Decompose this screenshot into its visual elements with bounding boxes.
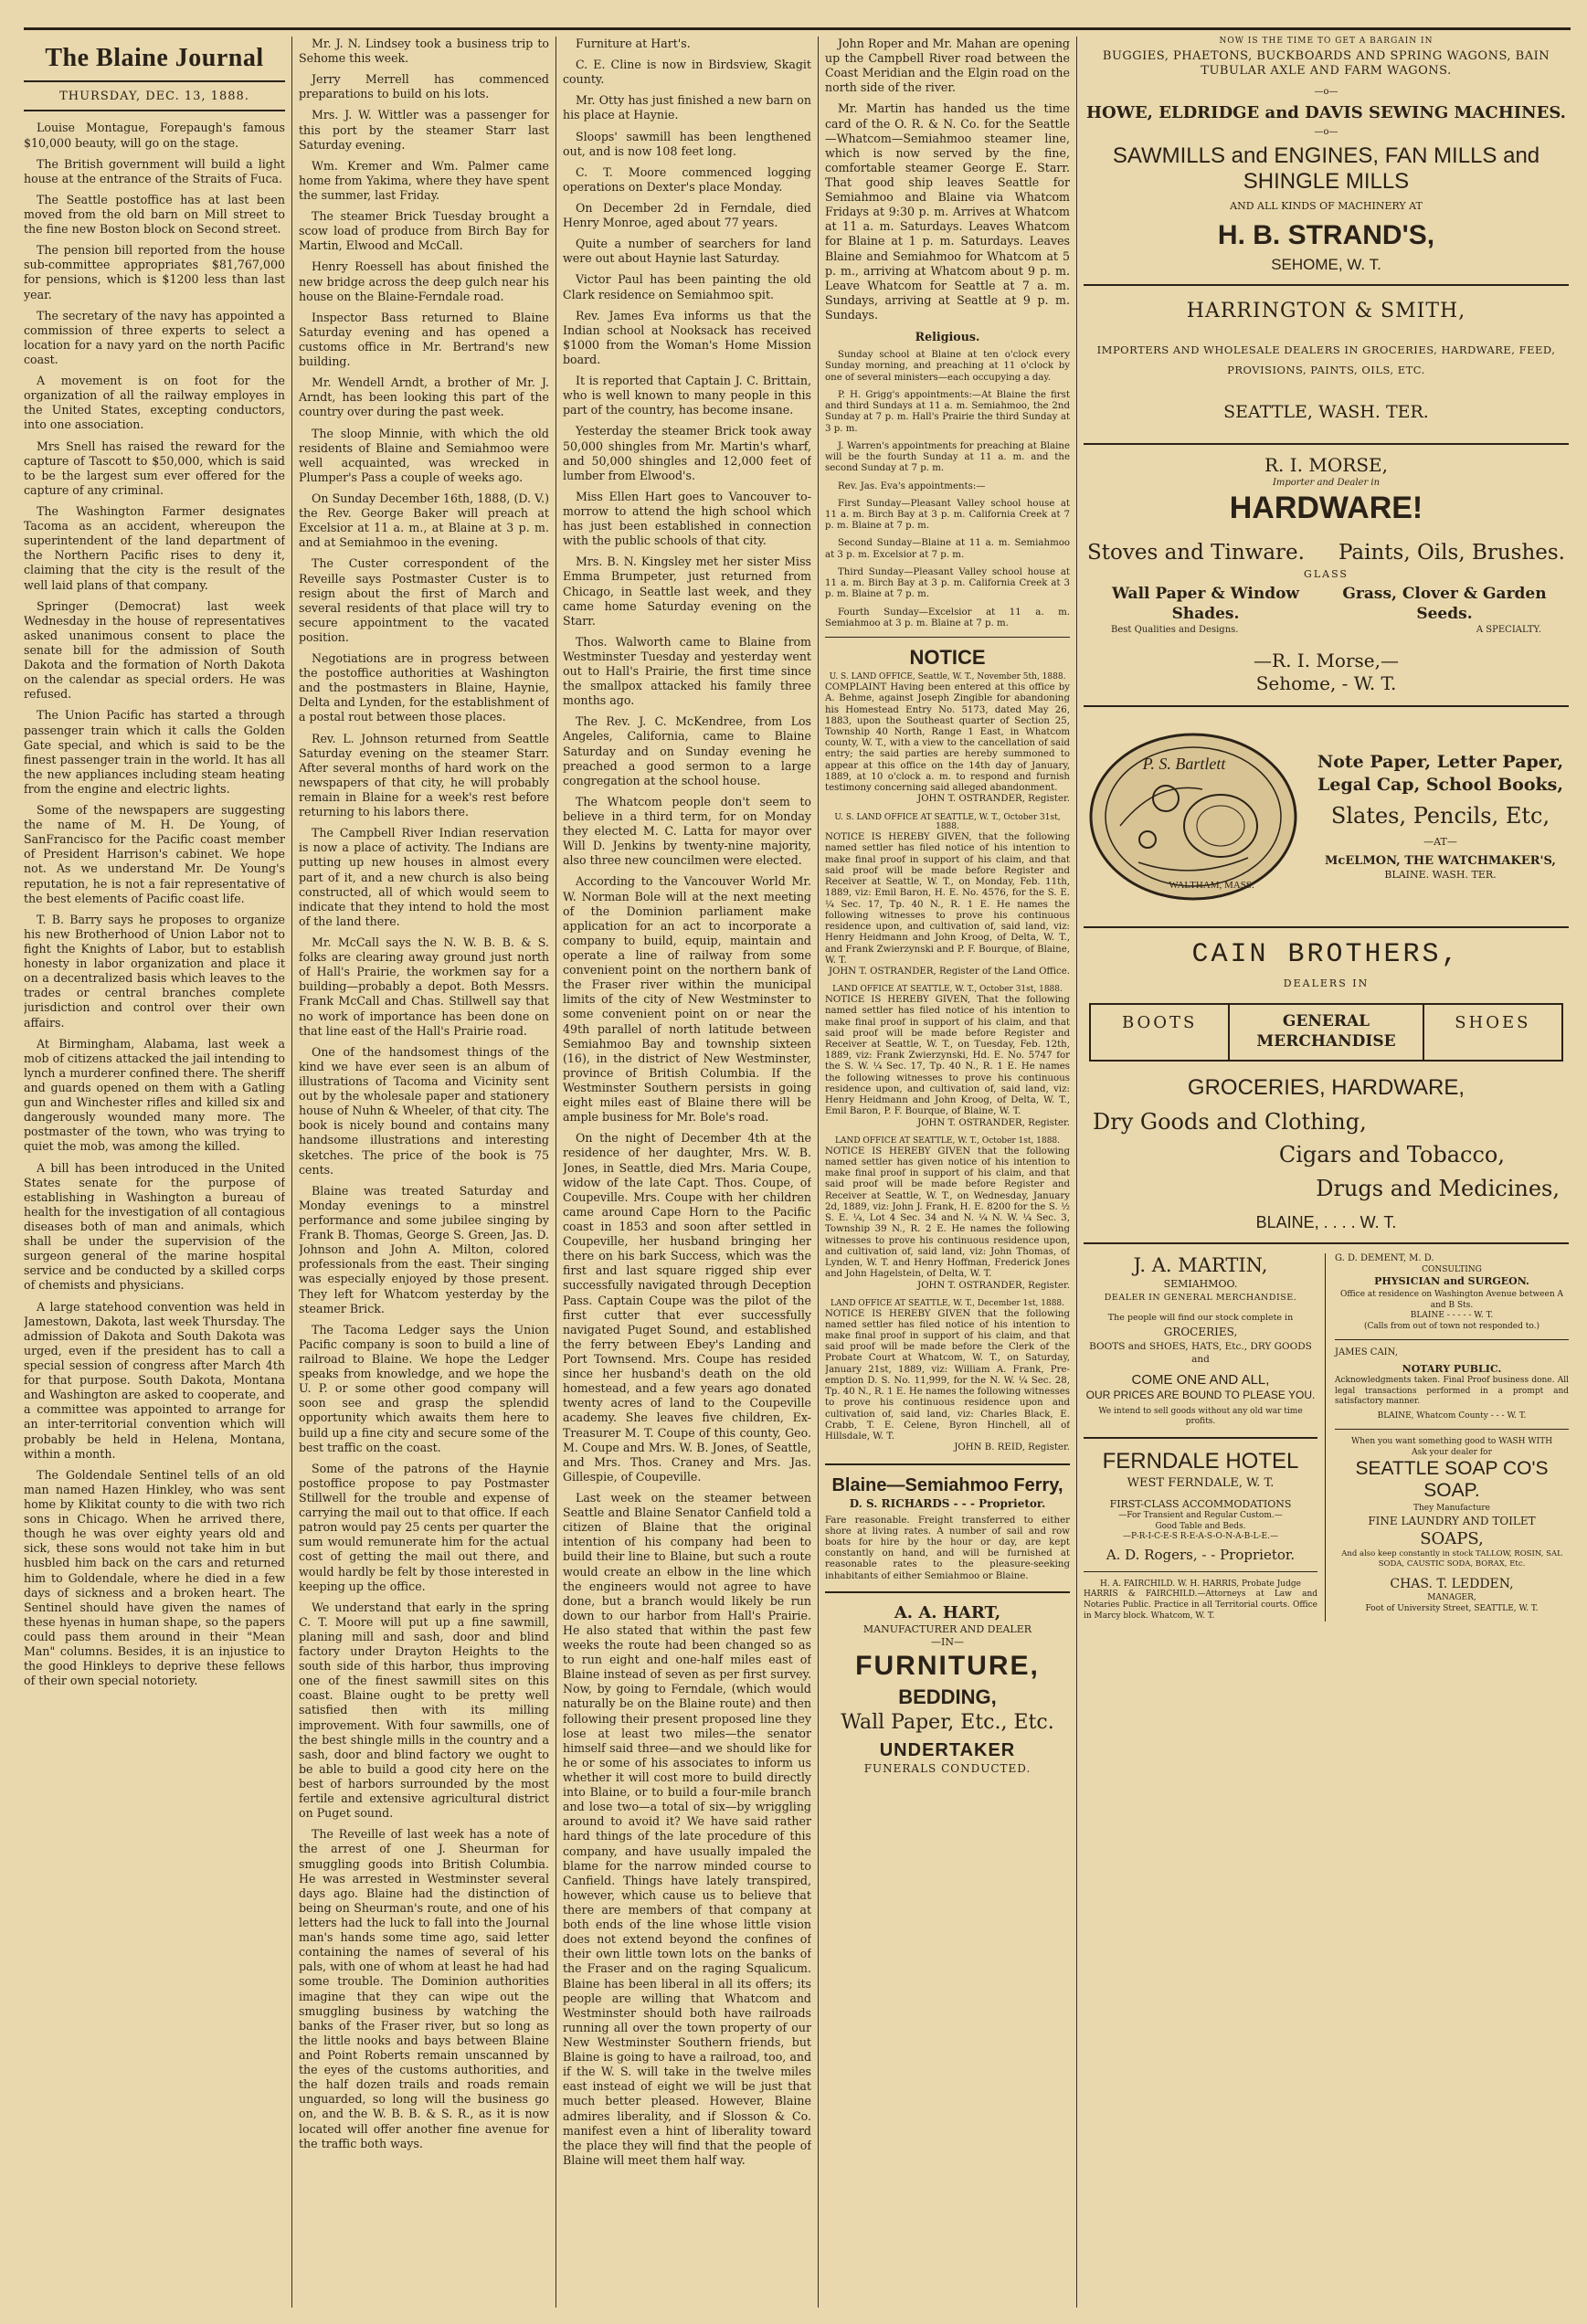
news-item: The secretary of the navy has appointed a commission of three experts to select a location for a navy yard on the north Pacific coast.: [24, 308, 285, 366]
separator: —o—: [1314, 86, 1338, 97]
news-item: Jerry Merrell has commenced preparations to build on his lots.: [299, 72, 549, 101]
dateline: THURSDAY, DEC. 13, 1888.: [24, 88, 285, 112]
notepaper-text: Note Paper, Letter Paper, Legal Cap, School Books,: [1317, 752, 1564, 796]
soap-when: When you want something good to WASH WITH: [1350, 1437, 1553, 1447]
morse-row3: [1111, 625, 1541, 637]
news-item: On Sunday December 16th, 1888, (D. V.) the Rev. George Baker will preach at Excelsior at 11 a. m., at Blaine at 3 p. m. and at Semiahmoo in the evening.: [299, 491, 549, 550]
stoves-text: Stoves and Tinware.: [1087, 540, 1305, 565]
drugs-text: Drugs and Medicines,: [1316, 1175, 1560, 1201]
ferndale-prices: —P-R-I-C-E-S R-E-A-S-O-N-A-B-L-E.—: [1123, 1532, 1278, 1542]
land-notices: [825, 672, 1070, 1453]
news-item: Thos. Walworth came to Blaine from Westminster Tuesday and yesterday went out to Hall's Prairie, the first time since the smallpox attacked his family three months ago.: [563, 634, 811, 708]
strand-location: SEHOME, W. T.: [1271, 256, 1381, 274]
news-item: Some of the newspapers are suggesting the name of M. H. De Young, of SanFrancisco for the Pacific coast member of President Harrison's cabinet. We hope not. As we understand Mr. De Young's reputation, he is not a fair representative of the best elements of Pacific coast life.: [24, 803, 285, 905]
notice-signature: JOHN T. OSTRANDER, Register of the Land Office.: [828, 967, 1070, 977]
mcelmon-location: BLAINE. WASH. TER.: [1384, 869, 1497, 882]
bargain-line: NOW IS THE TIME TO GET A BARGAIN IN: [1219, 37, 1434, 46]
divider: [1084, 926, 1569, 928]
notice-signature: JOHN T. OSTRANDER, Register.: [917, 1117, 1070, 1128]
news-item: The Seattle postoffice has at last been moved from the old barn on Mill street to the fine new Boston block on Second street.: [24, 192, 285, 237]
news-item: The British government will build a light house at the entrance of the Straits of Fuca.: [24, 156, 285, 185]
divider: [825, 1463, 1070, 1465]
hart-furniture: FURNITURE,: [855, 1651, 1040, 1682]
news-item: According to the Vancouver World Mr. W. Norman Bole will at the next meeting of the Dominion parliament make application for an act to incorporate a company to build, equip, maintain and operate a line of railway from some convenient point on the northern bank of the Fraser river within the municipal limits of the city of New Westminster to some convenient point on or near the 49th parallel of north latitude between Semiahmoo Bay and township sixteen (16), in the district of New Westminster, province of British Columbia. If the Westminster Southern persists in going eight miles east of Blaine there will be ample business for Mr. Bole's road.: [563, 874, 811, 1125]
cain-banner: [1089, 1003, 1563, 1062]
religious-item: Sunday school at Blaine at ten o'clock every Sunday morning, and preaching at 11 o'clock by one of several ministers—each occupying a day.: [825, 350, 1070, 383]
morse-location: Sehome, - W. T.: [1255, 672, 1397, 695]
cigars-text: Cigars and Tobacco,: [1278, 1142, 1505, 1168]
divider: [825, 1591, 1070, 1593]
land-notice: [825, 672, 1070, 805]
general-label: GENERAL MERCHANDISE: [1230, 1005, 1423, 1060]
news-item: The Campbell River Indian reservation is now a place of activity. The Indians are putting up new houses in almost every part of it, and a new church is also being constructed, all of which would seem to indicate that they intend to hold the most of the land there.: [299, 826, 549, 928]
soap-fine: FINE LAUNDRY AND TOILET: [1368, 1514, 1536, 1527]
news-item: Wm. Kremer and Wm. Palmer came home from Yakima, where they have spent the summer, last Friday.: [299, 158, 549, 202]
news-item: On December 2d in Ferndale, died Henry Monroe, aged about 77 years.: [563, 200, 811, 230]
ferry-proprietor: D. S. RICHARDS - - - Proprietor.: [849, 1497, 1046, 1511]
fairchild-names: H. A. FAIRCHILD. W. H. HARRIS, Probate Judge: [1100, 1579, 1301, 1589]
column-rule: [818, 37, 819, 2308]
dement-office: Office at residence on Washington Avenue between A and B Sts.: [1340, 1290, 1563, 1310]
bottom-ads: [1084, 1253, 1569, 1622]
ferndale-acc: FIRST-CLASS ACCOMMODATIONS: [1109, 1498, 1292, 1511]
news-item: The Rev. J. C. McKendree, from Los Angeles, California, came to Blaine Saturday and on Sunday evening he preached a good sermon to a large congregation at the school house.: [563, 714, 811, 787]
column-2: [299, 37, 549, 2308]
notice-body: NOTICE IS HEREBY GIVEN, that the following named settler has filed notice of his intention to make final proof in support of his claim, and that said proof will be made before Register and Receiver at Seattle, W. T., on Monday, Feb. 11th, 1889, viz: Emil Baron, H. E. No. 4576, for the S. E. ¼ Sec. 17, Tp. 40 N., R. 1 E. He names the following witnesses to prove his continuous residence upon, and cultivation of, said land, viz: Henry Heidmann and John Kroog, of Delta, W. T., and Frank Zwierzynski and P. F. Bourque, of Blaine, W. T.: [825, 832, 1070, 966]
mcelmon-text: [1312, 751, 1569, 882]
news-item: The Whatcom people don't seem to believe in a third term, for on Monday they elected M. C. Latta for mayor over Will D. Jenkins by twenty-nine majority, also three new councilmen were elected.: [563, 794, 811, 868]
column-4: [825, 37, 1070, 2308]
column-4-articles: [825, 37, 1070, 322]
notice-head: LAND OFFICE AT SEATTLE, W. T., December 1st, 1888.: [830, 1298, 1065, 1308]
top-rule: [24, 27, 1571, 30]
hart-ad: [825, 1602, 1070, 1777]
news-item: On the night of December 4th at the residence of her daughter, Mrs. W. B. Jones, in Seattle, died Mrs. Maria Coupe, widow of the late Capt. Thos. Coupe, of Coupeville. Mrs. Coupe with her children came around Cape Horn to the Pacific coast in 1853 and soon after settled in Coupeville, her husband bringing her there on his bark Success, which was the first and last square rigged ship ever successfully navigated through Deception Pass. Captain Coupe was the pilot of the first cutter that ever successfully navigated Puget Sound, and established the ferry between Ebey's Landing and Port Townsend. Mrs. Coupe has resided since her husband's death on the old homestead, and a few years ago donated twenty acres of land to the Coupeville academy. She leaves five children, Ex-Treasurer M. T. Coupe of this county, Geo. M. Coupe and Mrs. W. B. Jones, of Seattle, and Mrs. Thos. Craney and Mrs. Jas. Gillespie, of Coupeville.: [563, 1131, 811, 1484]
grass-text: Grass, Clover & Garden Seeds.: [1342, 585, 1547, 624]
divider: [1084, 1571, 1317, 1572]
hart-line2: —IN—: [931, 1636, 964, 1649]
dealers-in: DEALERS IN: [1283, 977, 1370, 990]
column-rule: [1076, 37, 1077, 2308]
land-notice: [825, 1136, 1070, 1292]
boots-label: BOOTS: [1091, 1005, 1230, 1060]
bottom-left-ads: [1084, 1253, 1326, 1622]
martin-note: We intend to sell goods without any old war time profits.: [1098, 1406, 1303, 1427]
machinery-text: AND ALL KINDS OF MACHINERY AT: [1230, 199, 1423, 212]
hart-bedding: BEDDING,: [898, 1685, 997, 1708]
separator: —o—: [1314, 126, 1338, 137]
news-item: A movement is on foot for the organization of all the railway employes in the United States, excepting conductors, into one association.: [24, 374, 285, 432]
religious-item: Third Sunday—Pleasant Valley school house at 11 a. m. Birch Bay at 3 p. m. California Creek at 3 p. m. Blaine at 7 p. m.: [825, 566, 1070, 600]
news-item: The pension bill reported from the house sub-committee appropriates $81,767,000 for pensions, which is $1200 less than last year.: [24, 243, 285, 301]
sawmills-text: SAWMILLS and ENGINES, FAN MILLS and SHINGLE MILLS: [1112, 143, 1540, 194]
morse-sub: Importer and Dealer in: [1272, 477, 1381, 488]
soap-manager: MANAGER,: [1427, 1593, 1476, 1602]
hart-undertaker: UNDERTAKER: [879, 1739, 1016, 1760]
divider: [1335, 1429, 1569, 1430]
mcelmon-ad: [1084, 716, 1569, 917]
glass-text: GLASS: [1304, 568, 1349, 581]
land-notice: [825, 985, 1070, 1129]
divider: [1084, 1242, 1569, 1244]
martin-place: SEMIAHMOO.: [1163, 1277, 1238, 1290]
divider: [1335, 1339, 1569, 1340]
news-item: Last week on the steamer between Seattle and Blaine Senator Canfield told a citizen of Blaine that the original intention of his company had been to build their line to Blaine, but such a route would create an elbow in the line which the engineers would not agree to have done, but a branch would likely be run down to our harbor from Hall's Prairie. He also stated that within the past few weeks the route had been changed so as to run eight and one-half miles east of Blaine instead of seven as per first survey. Now, by going to Ferndale, (which would naturally be on the Blaine route) and then following their present proposed line they lose at least two miles—the senator himself said three—and we should like for he or some of his associates to inform us whether it will cost more to build directly into Blaine, or to build a four-mile branch and lose two—a total of six—by wriggling around to avoid it? We have said rather hard things of the late procedure of this company, and have usually impaled the blame for the narrow minded course to Canfield. Things have lately transpired, however, which cause us to believe that there are members of that company at both ends of the line whose little vision does not extend beyond the confines of their own little town lots on the banks of the Fraser and on the raging Squalicum. Blaine has been liberal in all its offers; its people are willing that Whatcom and Westminster should both have railroads running all over the town property of our New Westminster Southern friends, but Blaine is going to have a railroad, too, and if the W. S. will take in the twelve miles east instead of eight we will be just that much better pleased. However, Blaine admires liberality, and if Slosson & Co. manifest even a hint of liberality toward the place they will find that the people of Blaine will meet them half way.: [563, 1490, 811, 2167]
notice-body: NOTICE IS HEREBY GIVEN that the following named settler has filed notice of his intention to make final proof in support of his claim, and that said proof will be made before the Clerk of the Probate Court at Whatcom, W. T., on Saturday, January 21st, 1889, viz: William A. Frank, Pre-emption D. S. No. 11,999, for the N. W. ¼ Sec. 28, Tp. 40 N., R. 1 E. He names the following witnesses to prove his continuous residence upon and cultivation of, said land, viz: Charles Black, E. Crabb, T. E. Celene, Byron Hinchell, all of Hillsdale, W. T.: [825, 1308, 1070, 1442]
news-item: Yesterday the steamer Brick took away 50,000 shingles from Mr. Martin's wharf, and 50,000 shingles and 12,000 feet of lumber from Elwood's.: [563, 424, 811, 482]
column-1: [24, 37, 285, 2308]
watch-movement-illustration: [1084, 725, 1303, 908]
news-item: Mr. Wendell Arndt, a brother of Mr. J. Arndt, has been looking this part of the country over during the past week.: [299, 375, 549, 419]
column-rule: [291, 37, 292, 2308]
religious-item: First Sunday—Pleasant Valley school house at 11 a. m. Birch Bay at 3 p. m. California Creek at 7 p. m. Blaine at 7 p. m.: [825, 498, 1070, 532]
ferry-body: Fare reasonable. Freight transferred to either shore at living rates. A number of sail and row boats for hire by the hour or day, are kept constantly on hand, and will be furnished at reasonable rates to the pleasure-seeking inhabitants of either Semiahmoo or Blaine.: [825, 1515, 1070, 1581]
morse-hardware: HARDWARE!: [1229, 491, 1423, 526]
hart-wallpaper: Wall Paper, Etc., Etc.: [841, 1710, 1054, 1734]
hart-name: A. A. HART,: [894, 1602, 1001, 1622]
dement-blaine: BLAINE - - - - - W. T.: [1410, 1311, 1494, 1321]
ferndale-transient: —For Transient and Regular Custom.—: [1118, 1511, 1283, 1521]
news-item: C. E. Cline is now in Birdsview, Skagit county.: [563, 58, 811, 87]
martin-come: COME ONE AND ALL,: [1131, 1372, 1270, 1389]
wallpaper-text: Wall Paper & Window Shades.: [1111, 585, 1300, 624]
ferry-title: Blaine—Semiahmoo Ferry,: [831, 1474, 1063, 1495]
morse-row2: [1087, 585, 1565, 625]
news-item: Some of the patrons of the Haynie postoffice propose to pay Postmaster Stillwell for the trouble and expense of carrying the mail out to that office. If each patron would pay 25 cents per quarter the sum would remunerate him for the actual cost of getting the mail out there, and would hardly be felt by those interested in keeping up the office.: [299, 1461, 549, 1593]
sewing-machines: HOWE, ELDRIDGE and DAVIS SEWING MACHINES.: [1086, 102, 1566, 122]
news-item: Mr. McCall says the N. W. B. B. & S. folks are clearing away ground just north of Hall's Prairie, the workmen say for a building—probably a depot. Both Messrs. Frank McCall and Chas. Stillwell say that no work of importance has been done on that line east of the Hall's Prairie road.: [299, 935, 549, 1038]
cain-brothers: CAIN BROTHERS,: [1191, 938, 1461, 970]
notary-text: Acknowledgments taken. Final Proof business done. All legal transactions performed in a prompt and satisfactory manner.: [1335, 1376, 1569, 1407]
paints-text: Paints, Oils, Brushes.: [1338, 540, 1565, 565]
news-item: Rev. L. Johnson returned from Seattle Saturday evening on the steamer Starr. After several months of hard work on the newspapers of that city, he will probably remain in Blaine for a week's rest before returning to his labors there.: [299, 731, 549, 819]
column-5-ads: [1084, 37, 1569, 2308]
dement-calls: (Calls from out of town not responded to.): [1363, 1321, 1540, 1331]
news-item: A large statehood convention was held in Jamestown, Dakota, last week Thursday. The admission of Dakota and South Dakota was urged, even if the president has to call a special session of congress after March 4th for that purpose. South Dakota, Montana and Washington are asked to cooperate, and a committee was appointed to arrange for an inter-territorial convention which will probably be held in Helena, Montana, within a month.: [24, 1299, 285, 1461]
notice-body: COMPLAINT Having been entered at this office by A. Behme, against Joseph Zingible for abandoning his Homestead Entry No. 5173, dated May 26, 1883, upon the Southeast quarter of Section 25, Township 40 North, Range 1 East, in Whatcom county, W. T., with a view to the cancellation of said entry; the said parties are hereby summoned to appear at this office on the 14th day of January, 1889, at 10 o'clock a. m. to respond and furnish testimony concerning said alleged abandonment.: [825, 682, 1070, 794]
divider: [1084, 705, 1569, 707]
news-item: Blaine was treated Saturday and Monday evenings to a minstrel performance and some jubilee singing by Frank B. Thomas, George S. Green, Jas. D. Johnson and John A. Milton, colored professionals from the east. Their singing was especially enjoyed by those present. They left for Whatcom yesterday by the steamer Brick.: [299, 1183, 549, 1315]
news-item: The sloop Minnie, with which the old residents of Blaine and Semiahmoo were well acquainted, was wrecked in Plumper's Pass a couple of weeks ago.: [299, 426, 549, 484]
divider: [1084, 284, 1569, 286]
column-3-articles: [563, 37, 811, 2168]
news-item: It is reported that Captain J. C. Brittain, who is well known to many people in this part of the country, has become insane.: [563, 374, 811, 417]
morse-name: R. I. MORSE,: [1264, 453, 1388, 476]
news-item: Rev. James Eva informs us that the Indian school at Nooksack has received $1000 from the Woman's Home Mission board.: [563, 308, 811, 366]
news-item: Victor Paul has been painting the old Clark residence on Semiahmoo spit.: [563, 272, 811, 301]
news-item: The Goldendale Sentinel tells of an old man named Hazen Hinkley, who was sent home by Klikitat county to die with two rich sons in Chicago. When he arrived there, though he was over eighty years old and sick, these sons would not take him in but husbled him back on the cars and returned him to Goldendale, where he died in a few days of sickness and a broken heart. The Sentinel should have given the names of these hyenas in human shape, so the papers could pass them around in their "Mean Man" columns. Besides, it is an injustice to the good Hinkleys to deprive these fellows of their own special notoriety.: [24, 1467, 285, 1688]
news-item: Mrs Snell has raised the reward for the capture of Tascott to $50,000, which is said to be the largest sum ever offered for the capture of any criminal.: [24, 438, 285, 497]
notice-body: NOTICE IS HEREBY GIVEN, That the following named settler has filed notice of his intention to make final proof in support of his claim, and that said proof will be made before Register and Receiver at Seattle, W. T., on Tuesday, Feb. 12th, 1889, viz: Frank Zwierzynski, Hd. E. No. 5747 for the S. W. ¼ Sec. 17, Tp. 40 N., R. 1 E. He names the following witnesses to prove his continuous residence upon, and cultivation of, said land, viz: Henry Heidmann and John Kroog, of Delta, W. T., Emil Baron, P. F. Bourque, of Blaine, W. T.: [825, 995, 1070, 1117]
martin-boots: BOOTS and SHOES, HATS, Etc., DRY GOODS and: [1089, 1341, 1312, 1365]
column-1-articles: [24, 121, 285, 1688]
news-item: At Birmingham, Alabama, last week a mob of citizens attacked the jail intending to lynch a murderer confined there. The sheriff and guards opened on them with a Gatling gun and Winchester rifles and killed six and dangerously wounded many more. The postmaster of the town, who was trying to quiet the mob, was among the killed.: [24, 1036, 285, 1154]
harrington-city: SEATTLE, WASH. TER.: [1223, 401, 1429, 422]
martin-name: J. A. MARTIN,: [1133, 1253, 1268, 1276]
news-item: John Roper and Mr. Mahan are opening up the Campbell River road between the Coast Meridian and the Elgin road on the north side of the river.: [825, 37, 1070, 95]
column-3: [563, 37, 811, 2308]
news-item: The Tacoma Ledger says the Union Pacific company is soon to build a line of railroad to Blaine. We hope the Ledger speaks from knowledge, and we hope the U. P. or some other good company will soon see and grasp the splendid opportunity which awaits them here to build up a fine city and secure some of the best traffic on the coast.: [299, 1322, 549, 1454]
news-item: Mrs. J. W. Wittler was a passenger for this port by the steamer Starr last Saturday evening.: [299, 108, 549, 152]
notice-signature: JOHN B. REID, Register.: [954, 1442, 1070, 1453]
religious-item: Rev. Jas. Eva's appointments:—: [838, 481, 986, 491]
religious-item: J. Warren's appointments for preaching at Blaine will be the fourth Sunday at 11 a. m. and the second Sunday at 7 p. m.: [825, 440, 1070, 474]
divider: [825, 637, 1070, 638]
notice-head: LAND OFFICE AT SEATTLE, W. T., October 1st, 1888.: [834, 1136, 1061, 1146]
bottom-right-ads: [1335, 1253, 1569, 1622]
religious-item: Second Sunday—Blaine at 11 a. m. Semiahmoo at 3 p. m. Excelsior at 7 p. m.: [825, 538, 1070, 560]
cain-location: BLAINE, . . . . W. T.: [1255, 1212, 1397, 1231]
mcelmon-name: McELMON, THE WATCHMAKER'S,: [1325, 853, 1556, 868]
strand-name: H. B. STRAND'S,: [1217, 219, 1435, 250]
religious-heading: Religious.: [915, 330, 980, 344]
notice-body: NOTICE IS HEREBY GIVEN that the following named settler has given notice of his intention to make final proof in support of his claim, and that said proof will be made before Register and Receiver at Seattle, W. T., on Wednesday, January 2d, 1889, viz: John J. Frank, H. E. 8200 for the S. ½ S. E. ¼, Lot 4 Sec. 34 and N. ¼ N. W. ¼ Sec. 3, Township 39 N., R. 2 E. He names the following witnesses to prove his continuous residence upon, and cultivation of, said land, viz: John Thomas, of Lynden, W. T. and Henry Hoffman, Frederick Jones and John Hagelstein, of Delta, W. T.: [825, 1146, 1070, 1280]
groceries-text: GROCERIES, HARDWARE,: [1187, 1074, 1465, 1100]
shoes-label: SHOES: [1455, 1013, 1531, 1033]
drygoods-text: Dry Goods and Clothing,: [1093, 1108, 1367, 1135]
divider: [1084, 443, 1569, 445]
ferndale-good: Good Table and Beds.: [1155, 1521, 1246, 1531]
notice-signature: JOHN T. OSTRANDER, Register.: [917, 1280, 1070, 1291]
watch-signature: P. S. Bartlett: [1142, 754, 1226, 773]
martin-desc: DEALER IN GENERAL MERCHANDISE.: [1104, 1292, 1297, 1303]
soap-they: They Manufacture: [1412, 1504, 1491, 1514]
masthead: [24, 37, 285, 82]
specialty-text: A SPECIALTY.: [1476, 624, 1541, 635]
martin-prices: OUR PRICES ARE BOUND TO PLEASE YOU.: [1085, 1389, 1316, 1402]
news-item: We understand that early in the spring C. T. Moore will put up a fine sawmill, planing mill and sash, door and blind factory under Drayton Heights to the south side of this harbor, thus improving one of the finest sawmill sites on this coast. Blaine ought to be pretty well satisfied then with its milling improvement. With four sawmills, one of the best shingle mills in the country and a sash, door and blind factory we ought to be able to build a good city here on the best of harbors surrounded by the most fertile and extensive agricultural district on Puget sound.: [299, 1600, 549, 1821]
soap-title: SEATTLE SOAP CO'S SOAP.: [1355, 1458, 1549, 1502]
news-item: Miss Ellen Hart goes to Vancouver to-morrow to attend the high school which has just been established in connection with the public schools of that city.: [563, 489, 811, 548]
dement-title2: PHYSICIAN and SURGEON.: [1374, 1275, 1529, 1288]
soap-soaps: SOAPS,: [1420, 1529, 1484, 1549]
news-item: The Custer correspondent of the Reveille says Postmaster Custer is to resign about the first of March and several residents of that place will try to secure appointment to the vacated position.: [299, 556, 549, 644]
news-item: Mr. J. N. Lindsey took a business trip to Sehome this week.: [299, 37, 549, 66]
notice-title: NOTICE: [909, 646, 986, 670]
morse-name-2: —R. I. Morse,—: [1254, 649, 1399, 671]
soap-ask: Ask your dealer for: [1412, 1447, 1492, 1457]
column-rule: [555, 37, 556, 2308]
notary-place: BLAINE, Whatcom County - - - W. T.: [1377, 1410, 1527, 1421]
column-2-articles: [299, 37, 549, 2151]
soap-foot: Foot of University Street, SEATTLE, W. T.: [1365, 1603, 1539, 1613]
divider: [1084, 1437, 1317, 1439]
soap-ledden: CHAS. T. LEDDEN,: [1390, 1577, 1514, 1592]
news-item: Mrs. B. N. Kingsley met her sister Miss Emma Brumpeter, just returned from Chicago, in Seattle last week, and they came home Saturday evening on the Starr.: [563, 555, 811, 628]
news-item: Sloops' sawmill has been lengthened out, and is now 108 feet long.: [563, 129, 811, 158]
news-item: Quite a number of searchers for land were out about Haynie last Saturday.: [563, 237, 811, 266]
slates-text: Slates, Pencils, Etc,: [1330, 802, 1550, 829]
news-item: Louise Montague, Forepaugh's famous $10,000 beauty, will go on the stage.: [24, 121, 285, 150]
news-item: Henry Roessell has about finished the new bridge across the deep gulch near his house on the Blaine-Ferndale road.: [299, 259, 549, 303]
news-item: Springer (Democrat) last week Wednesday in the house of representatives asked unanimous consent to place the senate bill for the admission of South Dakota and the formation of North Dakota on the calendar as special orders. He was refused.: [24, 598, 285, 702]
notary-title: NOTARY PUBLIC.: [1402, 1362, 1502, 1375]
news-item: The Reveille of last week has a note of the arrest of one J. Sheurman for smuggling goods into British Columbia. He was arrested in Westminster several days ago. Blaine had the distinction of being on Sheurman's route, and one of his letters had the luck to fall into the Journal man's hands some time ago, said letter containing the names of several of his pals, with one of whom at least he had had some trouble. The Dominion authorities imagine that they can wipe out the smuggling business by watching the banks of the Fraser river, but so long as the little nooks and bays between Blaine and Point Roberts remain unscanned by the eyes of the customs authorities, and the half dozen trails and roads remain unguarded, so long will the business go on, and the W. B. B. & S. R., as it is now located will offer another fine avenue for the traffic both ways.: [299, 1827, 549, 2150]
notice-signature: JOHN T. OSTRANDER, Register.: [917, 794, 1070, 805]
ferndale-sub: WEST FERNDALE, W. T.: [1127, 1475, 1275, 1490]
best-text: Best Qualities and Designs.: [1111, 624, 1239, 635]
news-item: Mr. Otty has just finished a new barn on his place at Haynie.: [563, 93, 811, 122]
ferndale-proprietor: A. D. Rogers, - - Proprietor.: [1106, 1546, 1296, 1563]
dement-name: G. D. DEMENT, M. D.: [1335, 1252, 1434, 1263]
harrington-name: HARRINGTON & SMITH,: [1186, 299, 1466, 322]
martin-groceries: GROCERIES,: [1163, 1326, 1238, 1338]
news-item: T. B. Barry says he proposes to organize his new Brotherhood of Union Labor not to fight the Knights of Labor, but to establish honesty in labor organization and place it on a decentralized basis which leaves to the trades or central branches complete jurisdiction and control over their own affairs.: [24, 912, 285, 1030]
news-item: The steamer Brick Tuesday brought a scow load of produce from Birch Bay for Martin, Elwood and McCall.: [299, 209, 549, 253]
hart-funerals: FUNERALS CONDUCTED.: [863, 1762, 1032, 1776]
notice-head: U. S. LAND OFFICE AT SEATTLE, W. T., October 31st, 1888.: [834, 812, 1061, 832]
watch-maker-mark: WALTHAM, MASS.: [1169, 879, 1254, 891]
news-item: The Washington Farmer designates Tacoma as an accident, whereupon the superintendent of the land department of the Northern Pacific rises to deny it, claiming that the city is the result of the well laid plans of that company.: [24, 503, 285, 592]
harrington-desc: IMPORTERS AND WHOLESALE DEALERS IN GROCERIES, HARDWARE, FEED, PROVISIONS, PAINTS, OILS, ETC.: [1096, 343, 1556, 376]
news-item: Furniture at Hart's.: [576, 37, 691, 50]
dement-title1: CONSULTING: [1422, 1264, 1482, 1274]
hart-line1: MANUFACTURER AND DEALER: [862, 1622, 1032, 1635]
notary-name: JAMES CAIN,: [1335, 1347, 1398, 1358]
land-notice: [825, 1299, 1070, 1454]
religious-item: Fourth Sunday—Excelsior at 11 a. m. Semiahmoo at 3 p. m. Blaine at 7 p. m.: [825, 607, 1070, 629]
paper-name: The Blaine Journal: [45, 44, 264, 72]
news-item: One of the handsomest things of the kind we have ever seen is an album of illustrations of Tacoma and Vicinity sent out by the wholesale paper and stationery house of Nuhn & Wheeler, of that city. The book is nicely bound and contains many handsome illustrations and interesting sketches. The price of the book is 75 cents.: [299, 1044, 549, 1177]
ferndale-title: FERNDALE HOTEL: [1102, 1448, 1299, 1474]
at-text: —AT—: [1423, 835, 1457, 848]
ferry-ad: [825, 1474, 1070, 1582]
buggies-text: BUGGIES, PHAETONS, BUCKBOARDS AND SPRING WAGONS, BAIN TUBULAR AXLE AND FARM WAGONS.: [1102, 48, 1550, 79]
notice-head: U. S. LAND OFFICE, Seattle, W. T., November 5th, 1888.: [829, 672, 1066, 682]
soap-stock: And also keep constantly in stock TALLOW, ROSIN, SAL SODA, CAUSTIC SODA, BORAX, Etc.: [1341, 1549, 1562, 1569]
news-item: Negotiations are in progress between the postoffice authorities at Washington and the postmasters in Blaine, Haynie, Delta and Lynden, for the establishment of a postal rout between those places.: [299, 651, 549, 724]
notice-head: LAND OFFICE AT SEATTLE, W. T., October 31st, 1888.: [832, 985, 1063, 995]
news-item: Inspector Bass returned to Blaine Saturday evening and has opened a customs office in Mr. Bertrand's new building.: [299, 310, 549, 369]
fairchild-text: HARRIS & FAIRCHILD.—Attorneys at Law and Notaries Public. Practice in all Territorial courts. Office in Marcy block. Whatcom, W. T.: [1084, 1590, 1317, 1621]
news-item: A bill has been introduced in the United States senate for the purpose of establishing in Washington a bureau of health for the investigation of all contagious diseases both of man and animals, which shall be under the supervision of the surgeon general of the marine hospital service and be conducted by a skilled corps of chemists and physicians.: [24, 1160, 285, 1293]
martin-intro: The people will find our stock complete in: [1107, 1312, 1294, 1323]
religious-notices: [825, 350, 1070, 629]
morse-row1: [1087, 540, 1565, 566]
land-notice: [825, 813, 1070, 978]
news-item: Mr. Martin has handed us the time card of the O. R. & N. Co. for the Seattle—Whatcom—Semiahmoo steamer line, which is now served by the fine, comfortable steamer George E. Starr. That good ship leaves Seattle for Semiahmoo and Blaine via Whatcom Fridays at 9:30 p. m. Arrives at Whatcom at 11 a. m. Saturdays. Leaves Whatcom for Blaine at 1 p. m. Saturdays. Leaves Blaine and Semiahmoo for Whatcom at 5 p. m., arriving at Whatcom about 9 p. m. Leave Whatcom for Seattle at 7 a. m. Sundays, arriving at Seattle at 9 p. m. Sundays.: [825, 101, 1070, 322]
news-item: The Union Pacific has started a through passenger train which it calls the Golden Gate special, and which is said to be the finest passenger train in the world. It has all the new appliances including steam heating from the engine and electric lights.: [24, 708, 285, 796]
news-item: C. T. Moore commenced logging operations on Dexter's place Monday.: [563, 164, 811, 194]
religious-item: P. H. Grigg's appointments:—At Blaine the first and third Sundays at 11 a. m. Semiahmoo, the 2nd Sunday at 7 p. m. Hall's Prairie the third Sunday at 3 p. m.: [825, 389, 1070, 434]
